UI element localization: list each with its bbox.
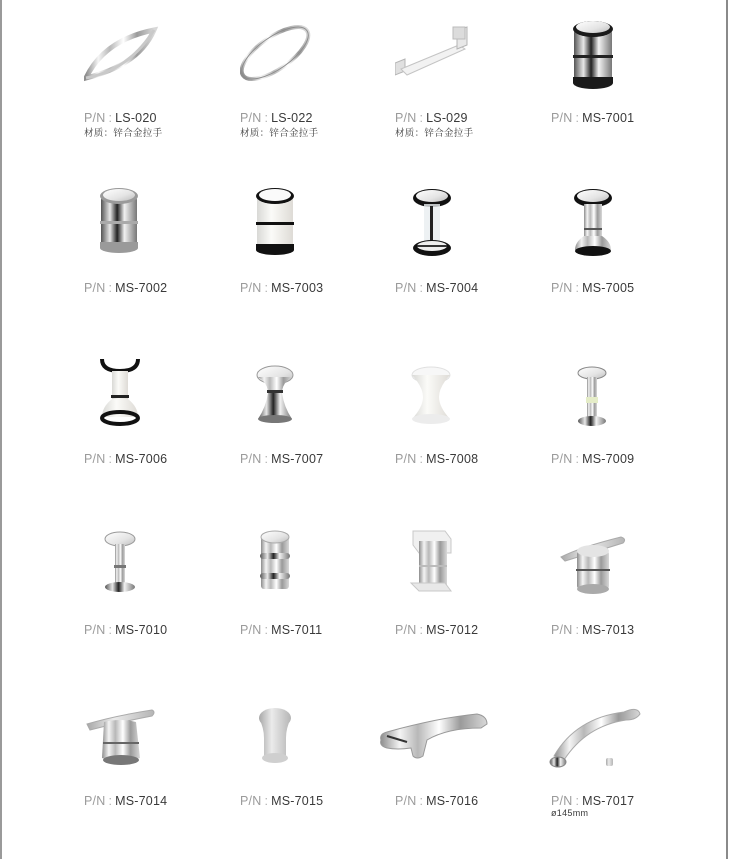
- product-card-ms-7016: [377, 698, 547, 848]
- material-label: 材质：锌合金拉手: [240, 128, 319, 139]
- product-card-ms-7005: [551, 186, 701, 336]
- product-card-ms-7014: [84, 698, 234, 848]
- slim-chrome-knob-icon: [551, 357, 701, 452]
- part-number-label: P/N : MS-7004: [395, 281, 479, 295]
- material-label: 材质：锌合金拉手: [395, 128, 474, 139]
- product-card-ms-7006: [84, 357, 234, 507]
- t-lever-handle-icon: [84, 698, 234, 793]
- part-number-label: P/N : LS-022: [240, 111, 313, 125]
- product-card-ms-7008: [395, 357, 545, 507]
- oval-ring-pull-handle-icon: [240, 15, 390, 110]
- part-number-label: P/N : LS-029: [395, 111, 468, 125]
- white-cylinder-knob-black-rings-icon: [240, 186, 390, 281]
- material-label: 材质：锌合金拉手: [84, 128, 163, 139]
- product-card-ms-7002: [84, 186, 234, 336]
- part-number-label: P/N : MS-7010: [84, 623, 168, 637]
- part-number-label: P/N : MS-7007: [240, 452, 324, 466]
- part-number-label: P/N : MS-7011: [240, 623, 323, 637]
- product-card-ms-7007: [240, 357, 390, 507]
- part-number-label: P/N : MS-7006: [84, 452, 168, 466]
- part-number-label: P/N : MS-7012: [395, 623, 479, 637]
- product-card-ms-7003: [240, 186, 390, 336]
- product-card-ms-7001: [551, 15, 701, 165]
- product-card-ls-029: [395, 15, 545, 165]
- product-card-ls-022: [240, 15, 390, 165]
- lever-handle-icon: [377, 698, 547, 793]
- part-number-label: P/N : MS-7001: [551, 111, 635, 125]
- product-card-ls-020: [84, 15, 234, 165]
- chrome-dumbbell-knob-black-rings-icon: [551, 186, 701, 281]
- part-number-label: P/N : MS-7016: [395, 794, 479, 808]
- white-hourglass-knob-icon: [395, 357, 545, 452]
- square-bar-pull-handle-icon: [395, 15, 545, 110]
- part-number-label: P/N : MS-7017: [551, 794, 635, 808]
- part-number-label: P/N : MS-7005: [551, 281, 635, 295]
- part-number-label: P/N : MS-7002: [84, 281, 168, 295]
- part-number-label: P/N : MS-7009: [551, 452, 635, 466]
- product-card-ms-7012: [395, 527, 545, 677]
- cylinder-knob-grey-rings-icon: [84, 186, 234, 281]
- part-number-label: P/N : MS-7015: [240, 794, 324, 808]
- part-number-label: P/N : MS-7003: [240, 281, 324, 295]
- dumbbell-knob-black-rings-icon: [395, 186, 545, 281]
- slim-chrome-knob-icon: [84, 527, 234, 622]
- part-number-label: P/N : MS-7008: [395, 452, 479, 466]
- chrome-ribbed-knob-icon: [240, 527, 390, 622]
- part-number-label: P/N : MS-7013: [551, 623, 635, 637]
- white-dumbbell-knob-icon: [84, 357, 234, 452]
- product-card-ms-7013: [551, 527, 701, 677]
- dimension-label: ø145mm: [551, 808, 589, 818]
- product-card-ms-7015: [240, 698, 390, 848]
- product-card-ms-7010: [84, 527, 234, 677]
- part-number-label: P/N : MS-7014: [84, 794, 168, 808]
- t-lever-handle-icon: [551, 527, 701, 622]
- product-card-ms-7009: [551, 357, 701, 507]
- square-chrome-knob-icon: [395, 527, 545, 622]
- cylinder-knob-black-rings-icon: [551, 15, 701, 110]
- pointed-oval-pull-handle-icon: [84, 15, 234, 110]
- curved-lever-handle-icon: [546, 698, 646, 793]
- product-card-ms-7017: [546, 698, 646, 848]
- brushed-cylinder-knob-icon: [240, 698, 390, 793]
- part-number-label: P/N : LS-020: [84, 111, 157, 125]
- product-card-ms-7011: [240, 527, 390, 677]
- chrome-hourglass-knob-icon: [240, 357, 390, 452]
- product-card-ms-7004: [395, 186, 545, 336]
